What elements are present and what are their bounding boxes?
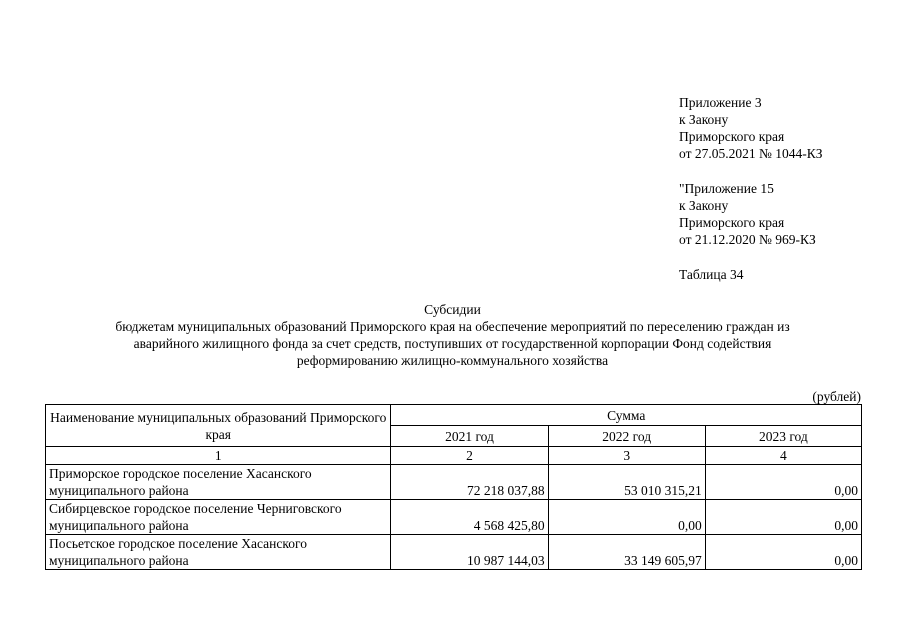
appendix-current-line: к Закону (679, 112, 729, 127)
amount-2023-cell: 0,00 (705, 500, 861, 535)
column-number-cell: 4 (705, 447, 861, 465)
column-number-cell: 1 (46, 447, 391, 465)
municipality-name-cell: Сибирцевское городское поселение Черниговского муниципального района (46, 500, 391, 535)
amount-2023-cell: 0,00 (705, 465, 861, 500)
amount-2023-cell: 0,00 (705, 535, 861, 570)
title-line: бюджетам муниципальных образований Приморского края на обеспечение мероприятий по переселению граждан из (115, 319, 790, 334)
title-line: Субсидии (424, 302, 481, 317)
amount-2021-cell: 4 568 425,80 (391, 500, 548, 535)
table-header-row (46, 405, 862, 426)
appendix-original-line: к Закону (679, 198, 729, 213)
header-name-cell: Наименование муниципальных образований Приморского края (46, 405, 391, 447)
table-row (46, 500, 862, 535)
column-numbers-row (46, 447, 862, 465)
header-sum-cell: Сумма (391, 405, 862, 426)
appendix-current-line: Приморского края (679, 129, 785, 144)
amount-2022-cell: 33 149 605,97 (548, 535, 705, 570)
table-row (46, 465, 862, 500)
municipality-name-cell: Посьетское городское поселение Хасанского муниципального района (46, 535, 391, 570)
header-year-cell: 2023 год (705, 426, 861, 447)
appendix-current-block (679, 94, 823, 162)
appendix-current-line: Приложение 3 (679, 95, 762, 110)
amount-2021-cell: 72 218 037,88 (391, 465, 548, 500)
units-label: (рублей) (812, 389, 861, 404)
appendix-original-line: Приморского края (679, 215, 785, 230)
table-number: Таблица 34 (679, 267, 744, 282)
amount-2022-cell: 0,00 (548, 500, 705, 535)
column-number-cell: 2 (391, 447, 548, 465)
amount-2022-cell: 53 010 315,21 (548, 465, 705, 500)
header-year-cell: 2022 год (548, 426, 705, 447)
table-row (46, 535, 862, 570)
title-line: реформированию жилищно-коммунального хозяйства (296, 353, 609, 368)
appendix-current-line: от 27.05.2021 № 1044-КЗ (679, 146, 823, 161)
subsidies-table (45, 404, 862, 570)
title-line: аварийного жилищного фонда за счет средств, поступивших от государственной корпорации Фонд содействия (133, 336, 772, 351)
amount-2021-cell: 10 987 144,03 (391, 535, 548, 570)
document-title (0, 301, 905, 369)
appendix-original-block (679, 180, 816, 248)
column-number-cell: 3 (548, 447, 705, 465)
appendix-original-line: "Приложение 15 (679, 181, 774, 196)
header-year-cell: 2021 год (391, 426, 548, 447)
appendix-original-line: от 21.12.2020 № 969-КЗ (679, 232, 816, 247)
municipality-name-cell: Приморское городское поселение Хасанского муниципального района (46, 465, 391, 500)
